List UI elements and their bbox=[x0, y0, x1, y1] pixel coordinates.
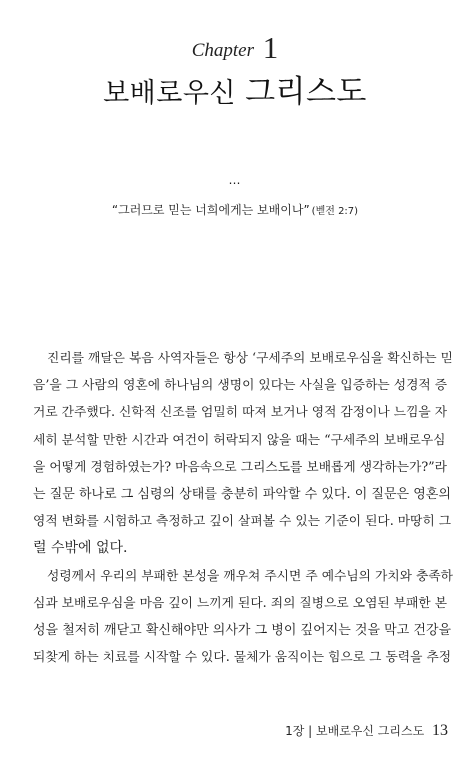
text-line: 영적 변화를 시험하고 측정하고 깊이 살펴볼 수 있는 기준이 된다. 마땅히 그 bbox=[33, 514, 452, 530]
text-line: 성을 철저히 깨닫고 확신해야만 의사가 그 병이 깊어지는 것을 막고 건강을 bbox=[33, 622, 452, 638]
running-head: 1장 | 보배로우신 그리스도 bbox=[285, 724, 425, 738]
chapter-title-prefix: 보배로우신 bbox=[103, 78, 246, 109]
text-line: 는 질문 하나로 그 심령의 상태를 충분히 파악할 수 있다. 이 질문은 영혼의 bbox=[33, 486, 451, 502]
chapter-title bbox=[0, 66, 470, 111]
text-line: 성령께서 우리의 부패한 본성을 깨우쳐 주시면 주 예수님의 가치와 충족하 bbox=[47, 568, 453, 584]
body-text bbox=[33, 345, 453, 671]
epigraph-citation: (벧전 2:7) bbox=[311, 206, 359, 217]
text-line: 세히 분석할 만한 시간과 여건이 허락되지 않을 때는 “구세주의 보배로우심 bbox=[33, 432, 446, 448]
chapter-title-main: 그리스도 bbox=[245, 74, 367, 110]
epigraph-ellipsis: … bbox=[228, 173, 242, 187]
text-line: 심과 보배로우심을 마음 깊이 느끼게 된다. 죄의 질병으로 오염된 부패한 본 bbox=[33, 595, 448, 611]
text-line: 음’을 그 사람의 영혼에 하나님의 생명이 있다는 사실을 입증하는 성경적 증 bbox=[33, 378, 448, 394]
epigraph bbox=[0, 201, 470, 218]
paragraph-2 bbox=[33, 563, 453, 672]
page-number: 13 bbox=[432, 722, 448, 739]
text-line: 을 어떻게 경험하였는가? 마음속으로 그리스도를 보배롭게 생각하는가?”라 bbox=[33, 459, 447, 475]
chapter-number: 1 bbox=[262, 30, 279, 65]
text-line: 되찾게 하는 치료를 시작할 수 있다. 물체가 움직이는 힘으로 그 동력을 추정 bbox=[33, 650, 452, 666]
text-line: 럴 수밖에 없다. bbox=[33, 540, 128, 557]
text-line: 거로 간주했다. 신학적 신조를 엄밀히 따져 보거나 영적 감정이나 느낌을 자 bbox=[33, 405, 448, 421]
chapter-word: Chapter bbox=[191, 40, 255, 61]
page-footer bbox=[285, 722, 448, 740]
paragraph-1 bbox=[33, 345, 453, 563]
text-line: 진리를 깨달은 복음 사역자들은 항상 ‘구세주의 보배로우심을 확신하는 믿 bbox=[47, 351, 453, 366]
chapter-label bbox=[0, 30, 470, 66]
epigraph-quote: “그러므로 믿는 너희에게는 보배이나” bbox=[111, 203, 310, 217]
